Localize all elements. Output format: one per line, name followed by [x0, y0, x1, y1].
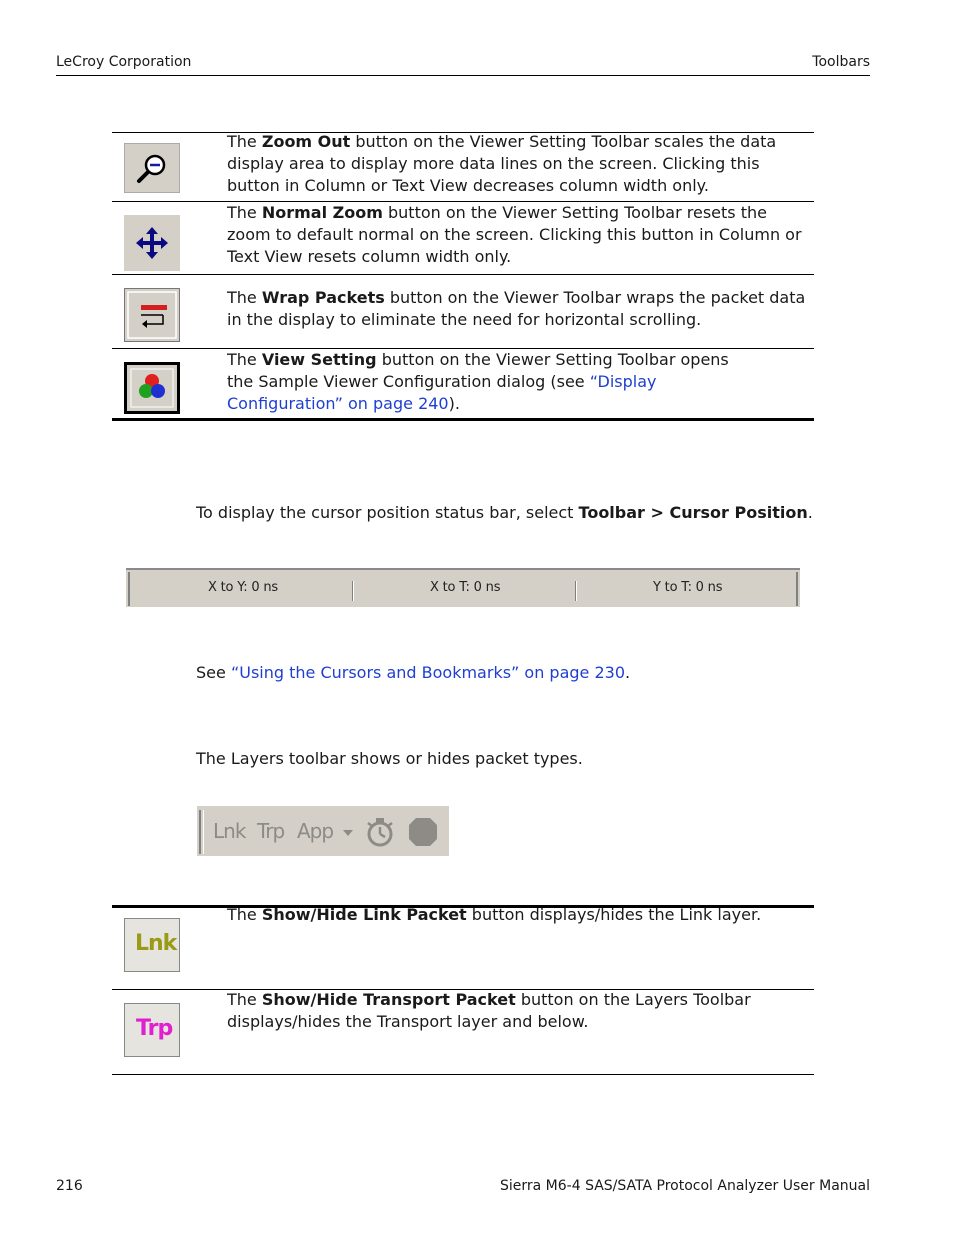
cursors-bookmarks-link[interactable]: “Using the Cursors and Bookmarks” on page 230: [230, 663, 626, 682]
toolbar-lnk-button[interactable]: Lnk: [213, 819, 246, 843]
toolbar-grip: [203, 810, 204, 854]
lnk-icon: [124, 918, 180, 972]
header-section: Toolbars: [812, 54, 870, 70]
status-bar-edge: [796, 572, 798, 606]
table-bottom-rule: [112, 1074, 814, 1075]
zoom-out-icon: [124, 143, 180, 193]
normal-zoom-icon: [124, 215, 180, 271]
x-to-t-readout: X to T: 0 ns: [430, 580, 501, 595]
page-number: 216: [56, 1178, 83, 1194]
wrap-packets-description: The Wrap Packets button on the Viewer Toolbar wraps the packet data in the display to eliminate the need for horizontal scrolling.: [227, 288, 806, 329]
toolbar-grip: [199, 810, 201, 854]
toolbar-app-button[interactable]: App: [297, 819, 334, 843]
stop-icon[interactable]: [407, 816, 439, 848]
trp-icon-label: Trp: [136, 1016, 173, 1041]
header-divider: [56, 75, 870, 76]
cursor-position-status-bar: [126, 568, 800, 608]
cursor-position-intro: To display the cursor position status bar, select Toolbar > Cursor Position.: [196, 503, 813, 522]
y-to-t-readout: Y to T: 0 ns: [653, 580, 723, 595]
wrap-packets-icon: [124, 288, 180, 342]
timer-icon[interactable]: [363, 815, 397, 849]
view-setting-description: The View Setting button on the Viewer Setting Toolbar opens the Sample Viewer Configuration dialog (see “Display Configuration” on page 240).: [227, 350, 729, 413]
lnk-icon-label: Lnk: [135, 931, 177, 956]
status-bar-divider: [575, 581, 577, 601]
normal-zoom-description: The Normal Zoom button on the Viewer Setting Toolbar resets the zoom to default normal on the screen. Clicking this button in Column or Text View resets column width only.: [227, 203, 802, 266]
show-hide-link-description: The Show/Hide Link Packet button displays/hides the Link layer.: [227, 905, 762, 924]
x-to-y-readout: X to Y: 0 ns: [208, 580, 278, 595]
cursor-see-also: See “Using the Cursors and Bookmarks” on page 230.: [196, 663, 631, 682]
dropdown-arrow-icon[interactable]: [341, 828, 355, 838]
table-rule: [112, 274, 814, 275]
toolbar-trp-button[interactable]: Trp: [257, 819, 285, 843]
view-setting-icon: [124, 362, 180, 414]
layers-toolbar: [197, 806, 449, 856]
display-configuration-link[interactable]: “Display Configuration” on page 240: [227, 372, 657, 413]
status-bar-divider: [352, 581, 354, 601]
trp-icon: [124, 1003, 180, 1057]
status-bar-edge: [128, 572, 130, 606]
manual-title: Sierra M6-4 SAS/SATA Protocol Analyzer User Manual: [499, 1178, 870, 1194]
show-hide-transport-description: The Show/Hide Transport Packet button on the Layers Toolbar displays/hides the Transport layer and below.: [227, 990, 751, 1031]
zoom-out-description: The Zoom Out button on the Viewer Setting Toolbar scales the data display area to display more data lines on the screen. Clicking this button in Column or Text View decreases column width only.: [227, 132, 777, 195]
table-bottom-rule: [112, 418, 814, 421]
header-company: LeCroy Corporation: [56, 54, 192, 70]
layers-intro: The Layers toolbar shows or hides packet types.: [196, 749, 583, 768]
